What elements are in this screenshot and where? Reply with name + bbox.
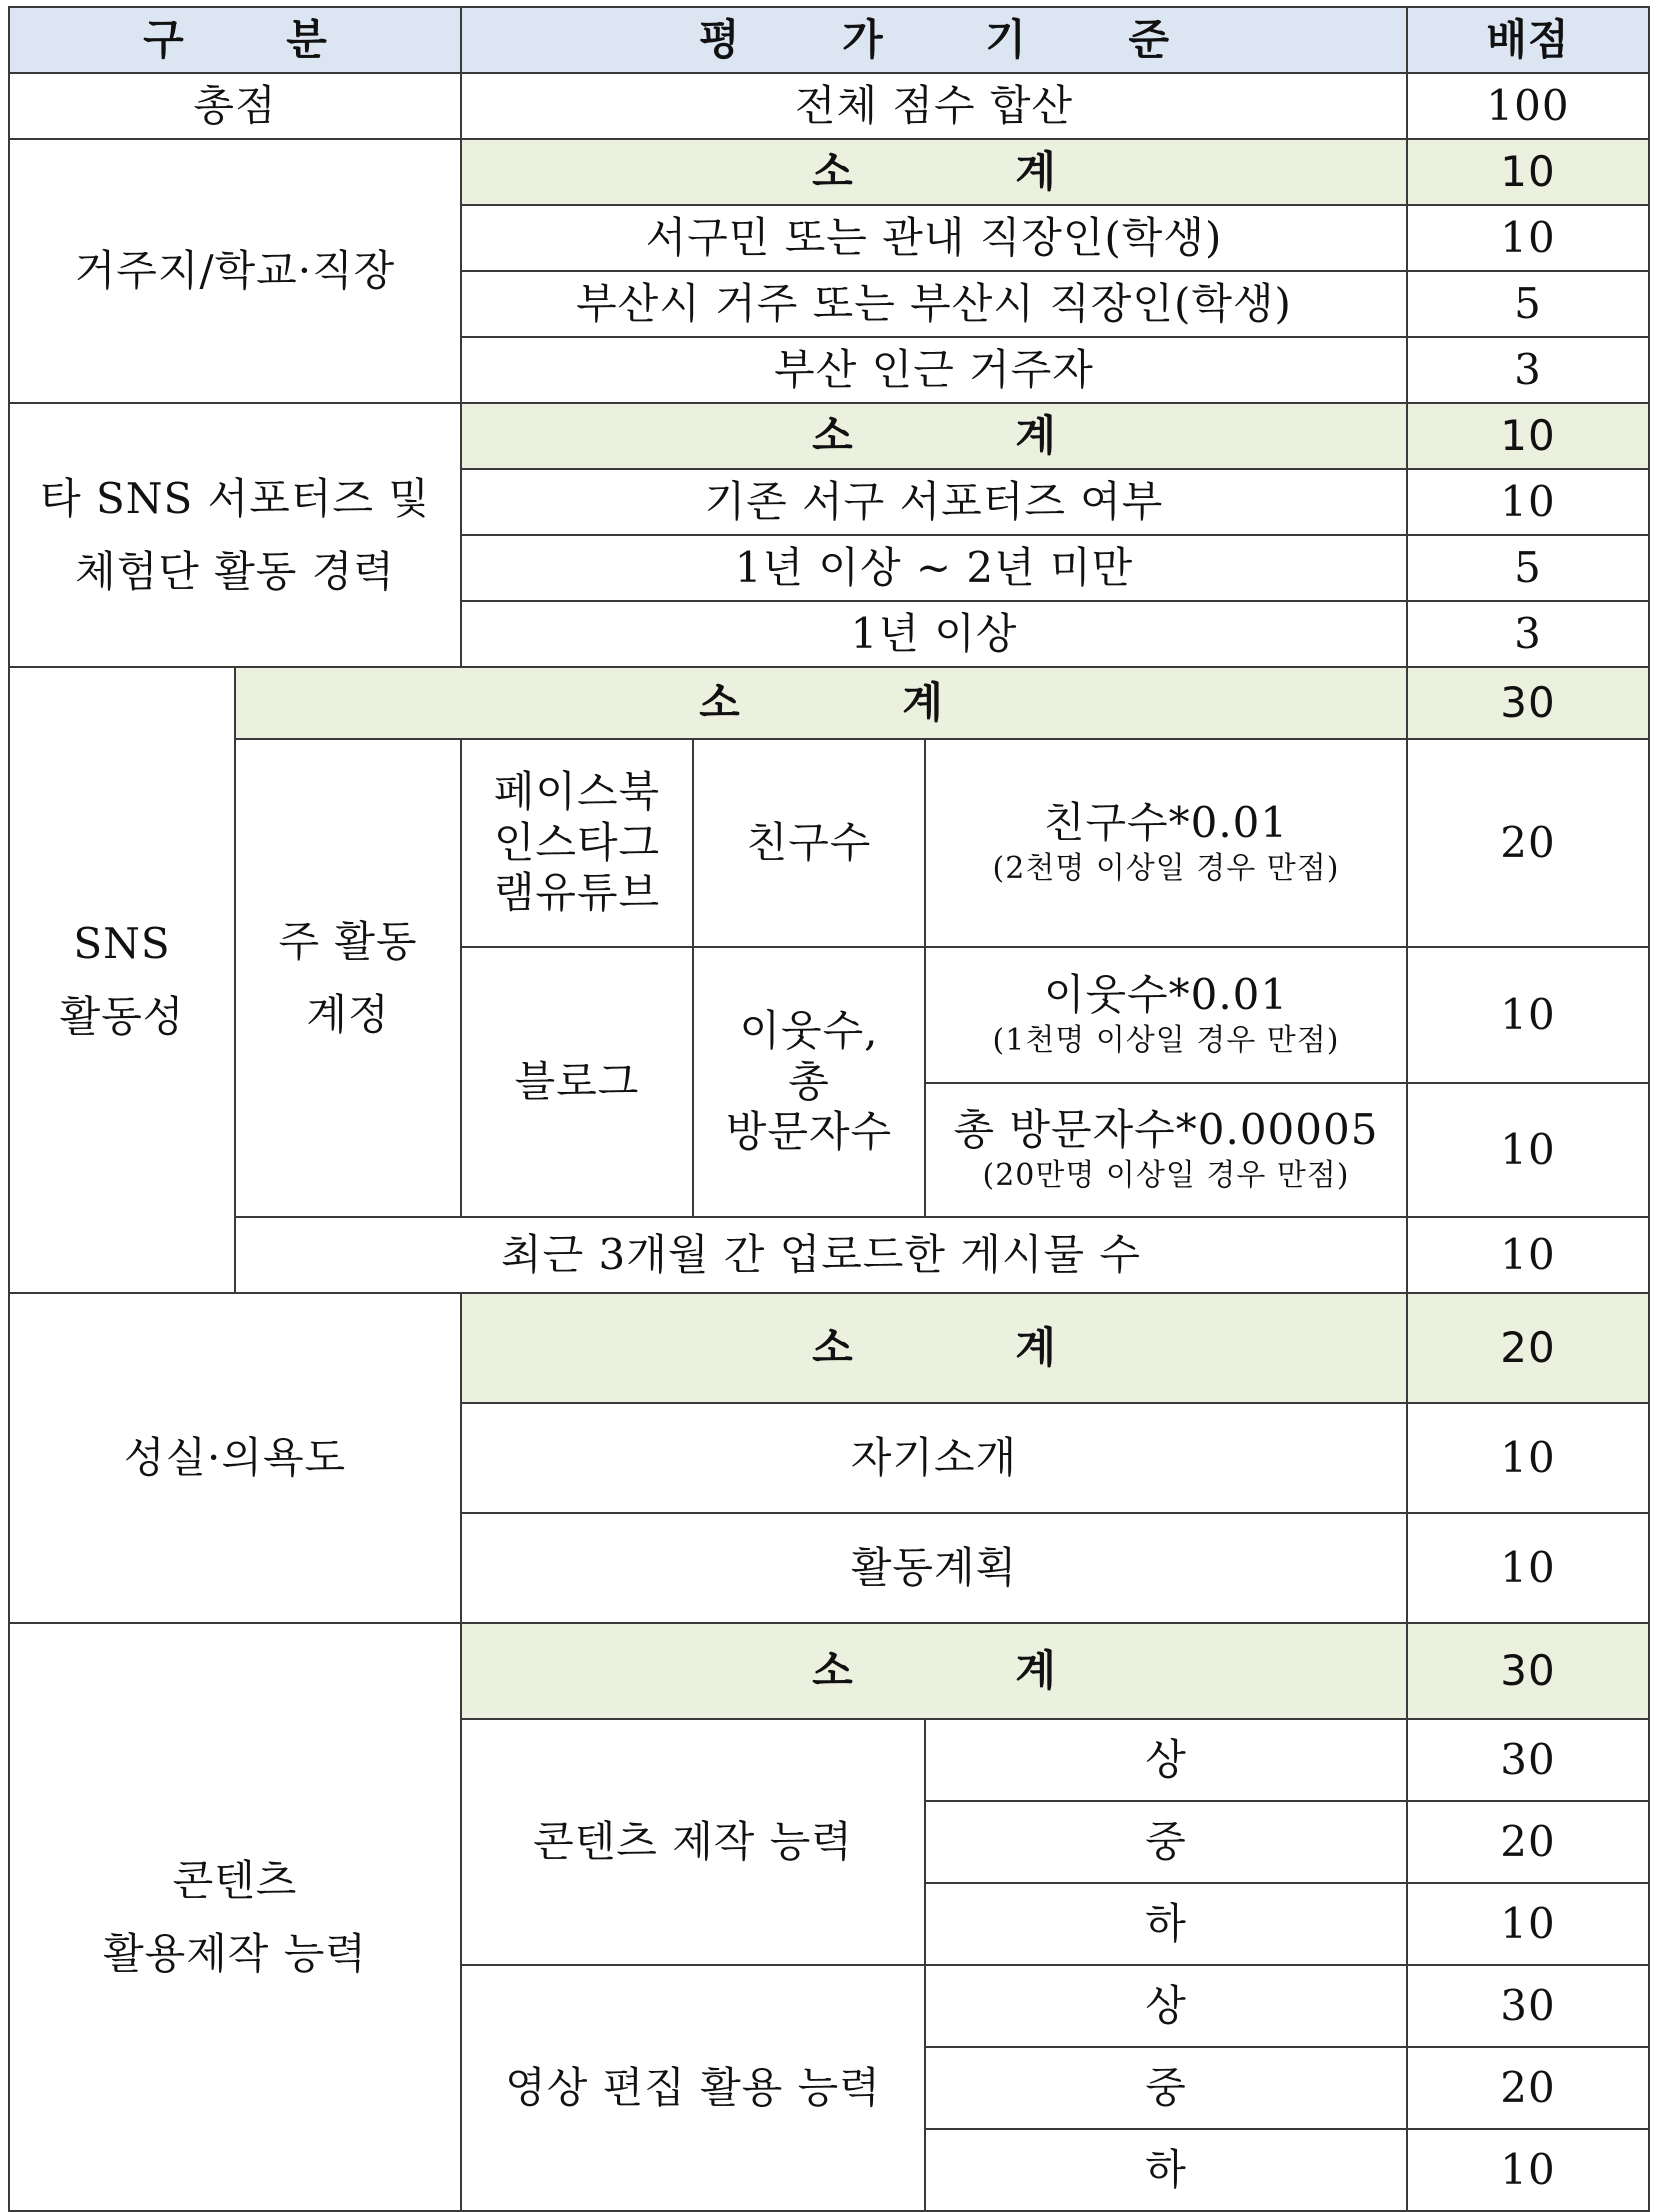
sincerity-subtotal-points: 20 bbox=[1407, 1293, 1649, 1403]
experience-criteria-3: 1년 이상 bbox=[461, 601, 1407, 667]
sincerity-subtotal-label: 소 계 bbox=[461, 1293, 1407, 1403]
content-production-label: 콘텐츠 제작 능력 bbox=[461, 1719, 925, 1965]
content-production-grade-3: 하 bbox=[925, 1883, 1407, 1965]
sns-label-line2: 활동성 bbox=[59, 992, 185, 1041]
content-video-points-3: 10 bbox=[1407, 2129, 1649, 2211]
experience-label-line2: 체험단 활동 경력 bbox=[75, 547, 395, 596]
experience-criteria-1: 기존 서구 서포터즈 여부 bbox=[461, 469, 1407, 535]
total-criteria: 전체 점수 합산 bbox=[461, 73, 1407, 139]
experience-points-1: 10 bbox=[1407, 469, 1649, 535]
sns-label-line1: SNS bbox=[73, 918, 171, 968]
total-row bbox=[9, 73, 1649, 139]
content-label-line2: 활용제작 능력 bbox=[103, 1929, 367, 1978]
sns-points-1: 20 bbox=[1407, 739, 1649, 947]
sns-points-2: 10 bbox=[1407, 947, 1649, 1083]
residence-points-3: 3 bbox=[1407, 337, 1649, 403]
residence-criteria-3: 부산 인근 거주자 bbox=[461, 337, 1407, 403]
residence-criteria-2: 부산시 거주 또는 부산시 직장인(학생) bbox=[461, 271, 1407, 337]
sns-metric-2-line3: 방문자수 bbox=[725, 1107, 893, 1157]
sns-formula-2 bbox=[925, 947, 1407, 1083]
sns-metric-2 bbox=[693, 947, 925, 1217]
sincerity-criteria-2: 활동계획 bbox=[461, 1513, 1407, 1623]
sns-formula-1-text: 친구수*0.01 bbox=[1043, 798, 1289, 848]
content-video-label: 영상 편집 활용 능력 bbox=[461, 1965, 925, 2211]
sincerity-subtotal-row bbox=[9, 1293, 1649, 1403]
sincerity-criteria-1: 자기소개 bbox=[461, 1403, 1407, 1513]
content-production-points-3: 10 bbox=[1407, 1883, 1649, 1965]
content-video-grade-2: 중 bbox=[925, 2047, 1407, 2129]
content-production-grade-2: 중 bbox=[925, 1801, 1407, 1883]
sns-formula-1 bbox=[925, 739, 1407, 947]
content-subtotal-label: 소 계 bbox=[461, 1623, 1407, 1719]
total-points: 100 bbox=[1407, 73, 1649, 139]
sns-formula-2-text: 이웃수*0.01 bbox=[1043, 970, 1289, 1020]
sincerity-points-1: 10 bbox=[1407, 1403, 1649, 1513]
sincerity-points-2: 10 bbox=[1407, 1513, 1649, 1623]
sns-metric-2-line1: 이웃수, bbox=[739, 1006, 879, 1056]
content-subtotal-row bbox=[9, 1623, 1649, 1719]
sns-account-label-line1: 주 활동 bbox=[278, 916, 418, 966]
header-category: 구 분 bbox=[9, 7, 461, 73]
residence-label: 거주지/학교·직장 bbox=[9, 139, 461, 403]
table-row bbox=[9, 739, 1649, 947]
sns-platform-1-line3: 램유튜브 bbox=[493, 868, 661, 918]
sns-metric-2-line2: 총 bbox=[788, 1056, 830, 1106]
content-label-line1: 콘텐츠 bbox=[172, 1855, 298, 1905]
sns-metric-1: 친구수 bbox=[693, 739, 925, 947]
sns-subtotal-points: 30 bbox=[1407, 667, 1649, 739]
residence-points-1: 10 bbox=[1407, 205, 1649, 271]
content-subtotal-points: 30 bbox=[1407, 1623, 1649, 1719]
experience-label bbox=[9, 403, 461, 667]
sns-points-3: 10 bbox=[1407, 1083, 1649, 1217]
sns-subtotal-label: 소 계 bbox=[235, 667, 1407, 739]
header-criteria: 평 가 기 준 bbox=[461, 7, 1407, 73]
content-production-points-2: 20 bbox=[1407, 1801, 1649, 1883]
evaluation-criteria-table bbox=[8, 6, 1650, 2212]
experience-points-3: 3 bbox=[1407, 601, 1649, 667]
experience-criteria-2: 1년 이상 ~ 2년 미만 bbox=[461, 535, 1407, 601]
content-production-points-1: 30 bbox=[1407, 1719, 1649, 1801]
sns-label bbox=[9, 667, 235, 1293]
table-header-row bbox=[9, 7, 1649, 73]
sns-platform-1 bbox=[461, 739, 693, 947]
sns-account-label bbox=[235, 739, 461, 1217]
header-points: 배점 bbox=[1407, 7, 1649, 73]
content-production-grade-1: 상 bbox=[925, 1719, 1407, 1801]
residence-subtotal-label: 소 계 bbox=[461, 139, 1407, 205]
content-video-points-1: 30 bbox=[1407, 1965, 1649, 2047]
total-label: 총점 bbox=[9, 73, 461, 139]
content-video-grade-1: 상 bbox=[925, 1965, 1407, 2047]
experience-subtotal-label: 소 계 bbox=[461, 403, 1407, 469]
sincerity-label: 성실·의욕도 bbox=[9, 1293, 461, 1623]
residence-subtotal-row bbox=[9, 139, 1649, 205]
residence-subtotal-points: 10 bbox=[1407, 139, 1649, 205]
content-video-grade-3: 하 bbox=[925, 2129, 1407, 2211]
sns-platform-1-line1: 페이스북 bbox=[493, 767, 661, 817]
sns-posts-criteria: 최근 3개월 간 업로드한 게시물 수 bbox=[235, 1217, 1407, 1293]
residence-criteria-1: 서구민 또는 관내 직장인(학생) bbox=[461, 205, 1407, 271]
experience-subtotal-row bbox=[9, 403, 1649, 469]
sns-subtotal-row bbox=[9, 667, 1649, 739]
content-video-points-2: 20 bbox=[1407, 2047, 1649, 2129]
sns-formula-3-text: 총 방문자수*0.00005 bbox=[953, 1105, 1379, 1155]
sns-platform-1-line2: 인스타그 bbox=[493, 817, 661, 867]
content-label bbox=[9, 1623, 461, 2211]
sns-formula-3 bbox=[925, 1083, 1407, 1217]
experience-points-2: 5 bbox=[1407, 535, 1649, 601]
sns-account-label-line2: 계정 bbox=[306, 990, 390, 1039]
sns-note-1: (2천명 이상일 경우 만점) bbox=[992, 850, 1340, 886]
sns-platform-2: 블로그 bbox=[461, 947, 693, 1217]
residence-points-2: 5 bbox=[1407, 271, 1649, 337]
table-row bbox=[9, 1217, 1649, 1293]
experience-label-line1: 타 SNS 서포터즈 및 bbox=[40, 473, 430, 523]
sns-note-3: (20만명 이상일 경우 만점) bbox=[982, 1157, 1350, 1193]
sns-note-2: (1천명 이상일 경우 만점) bbox=[992, 1022, 1340, 1058]
experience-subtotal-points: 10 bbox=[1407, 403, 1649, 469]
sns-posts-points: 10 bbox=[1407, 1217, 1649, 1293]
